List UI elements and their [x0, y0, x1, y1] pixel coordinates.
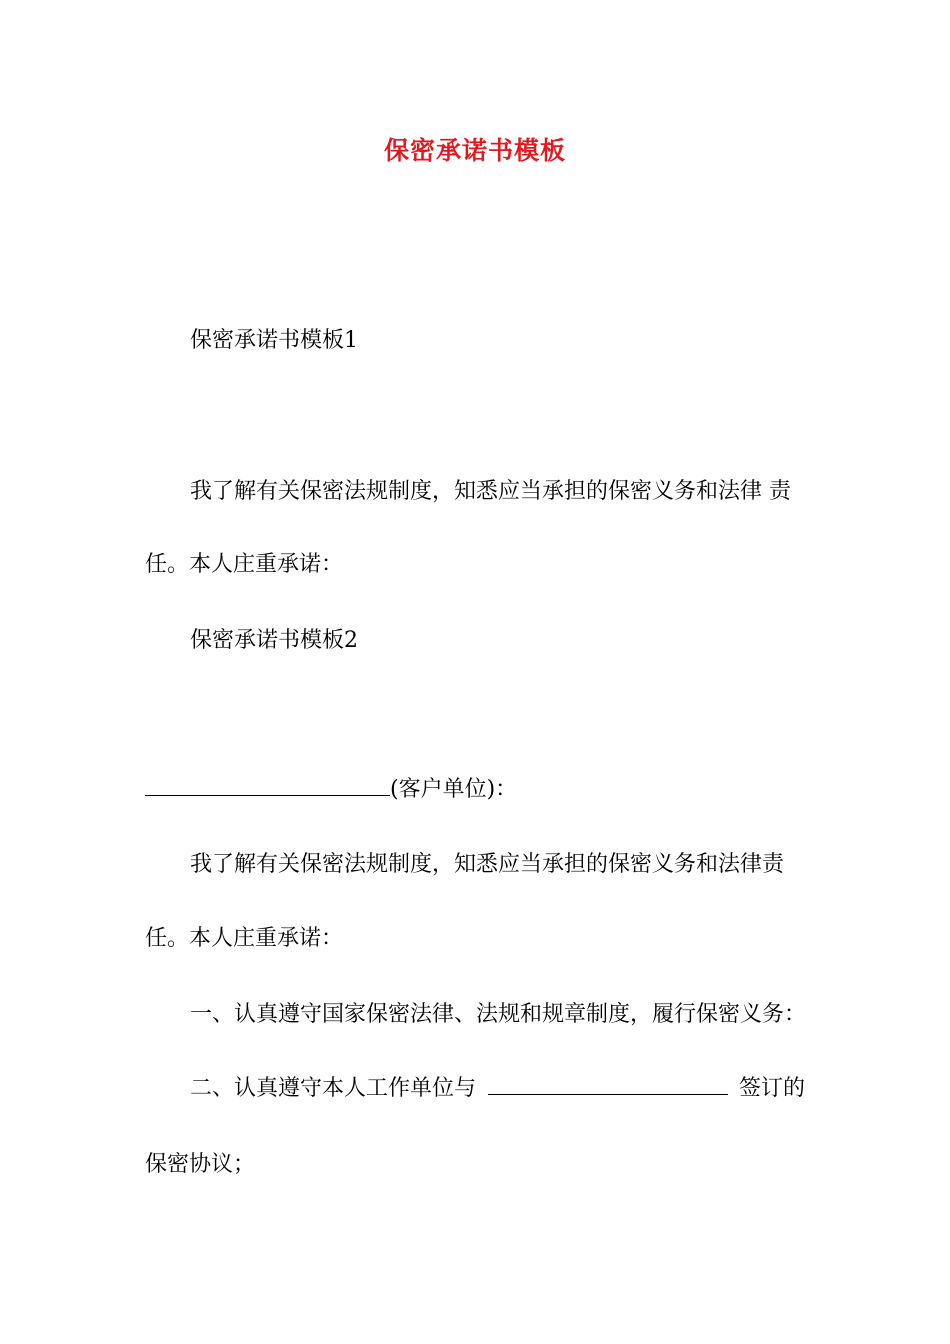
client-unit-label: (客户单位)：: [390, 777, 518, 802]
commitment-item-2-suffix: 签订的: [738, 1076, 805, 1101]
commitment-item-1: 一、认真遵守国家保密法律、法规和规章制度，履行保密义务：: [190, 1002, 807, 1027]
commitment-item-2-prefix: 二、认真遵守本人工作单位与: [190, 1076, 477, 1101]
section2-paragraph-line2: 任。本人庄重承诺：: [145, 926, 344, 951]
client-unit-blank: [145, 775, 390, 796]
client-unit-line: [145, 775, 517, 805]
section1-paragraph-line2: 任。本人庄重承诺：: [145, 552, 344, 577]
commitment-item-2-blank: [488, 1074, 728, 1095]
commitment-item-2-line1: [190, 1074, 805, 1104]
section2-heading: 保密承诺书模板2: [190, 628, 358, 653]
document-title: 保密承诺书模板: [383, 136, 566, 165]
section1-paragraph-line1: 我了解有关保密法规制度，知悉应当承担的保密义务和法律 责: [190, 479, 791, 504]
section1-heading: 保密承诺书模板1: [190, 328, 358, 353]
commitment-item-2-line2: 保密协议；: [145, 1152, 256, 1177]
section2-paragraph-line1: 我了解有关保密法规制度，知悉应当承担的保密义务和法律责: [190, 852, 785, 877]
